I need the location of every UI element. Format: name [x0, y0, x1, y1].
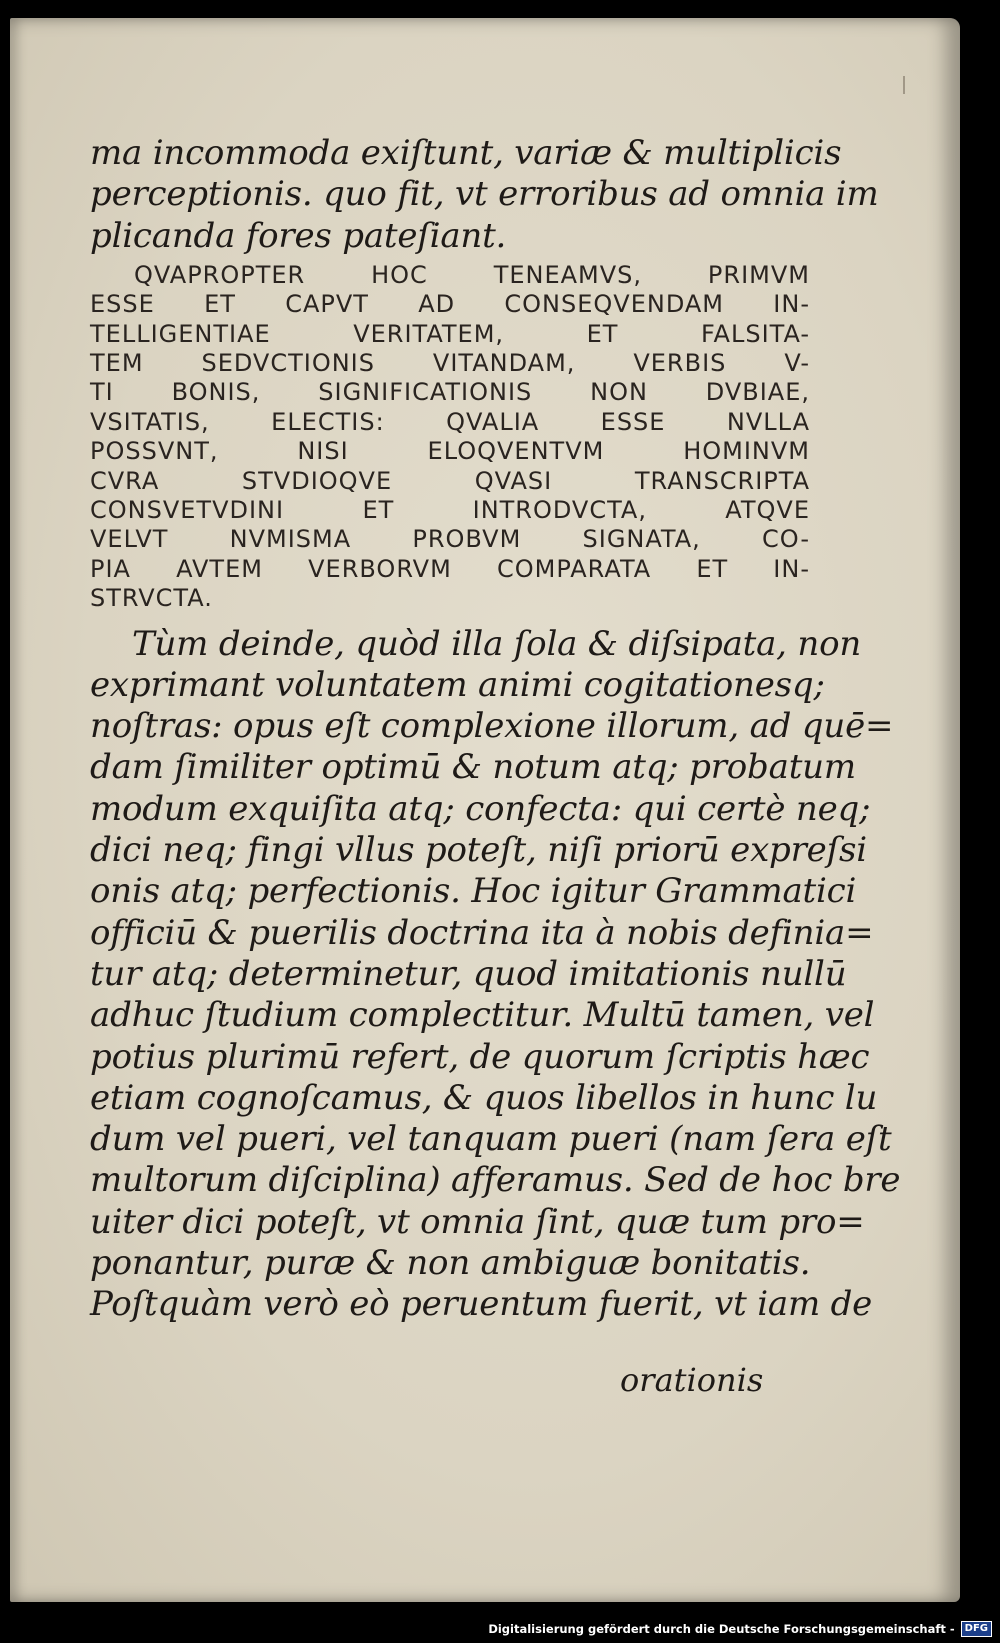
caps-line: STRVCTA. [90, 584, 213, 613]
text-line: dam ſimiliter optimū & notum atq; probatum [90, 747, 856, 788]
text-line: dum vel pueri, vel tanquam pueri (nam ſera eſt [90, 1119, 892, 1160]
text-line: tur atq; determinetur, quod imitationis nullū [90, 953, 847, 994]
text-line: onis atq; perfectionis. Hoc igitur Grammatici [90, 871, 857, 912]
funding-credit: Digitalisierung gefördert durch die Deutsche Forschungsgemeinschaft - [488, 1622, 955, 1636]
caps-line: VSITATIS, ELECTIS: QVALIA ESSE NVLLA [90, 407, 810, 436]
text-line: modum exquiſita atq; confecta: qui certè neq; [90, 788, 871, 829]
caps-line: VELVT NVMISMA PROBVM SIGNATA, CO- [90, 525, 810, 554]
capitals-passage [90, 261, 810, 614]
text-line: ma incommoda exiſtunt, variæ & multiplicis [90, 133, 842, 173]
text-line: dici neq; fingi vllus poteſt, niſi priorū expreſsi [90, 830, 867, 871]
page-text [90, 133, 901, 1326]
text-line: etiam cognoſcamus, & quos libellos in hunc lu [90, 1077, 878, 1118]
catchword: orationis [620, 1361, 764, 1399]
text-line: officiū & puerilis doctrina ita à nobis definia= [90, 912, 874, 953]
caps-line: POSSVNT, NISI ELOQVENTVM HOMINVM [90, 437, 810, 466]
caps-line: TI BONIS, SIGNIFICATIONIS NON DVBIAE, [90, 378, 810, 407]
text-line: noſtras: opus eſt complexione illorum, ad quē= [90, 706, 894, 747]
text-line: Tùm deinde, quòd illa ſola & diſsipata, non [132, 623, 862, 664]
caps-line: CVRA STVDIOQVE QVASI TRANSCRIPTA [90, 466, 810, 495]
paragraph-1 [90, 133, 879, 257]
caps-line: CONSVETVDINI ET INTRODVCTA, ATQVE [90, 496, 810, 525]
caps-line: TEM SEDVCTIONIS VITANDAM, VERBIS V- [90, 349, 810, 378]
text-line: ponantur, puræ & non ambiguæ bonitatis. [90, 1243, 811, 1284]
caps-line: PIA AVTEM VERBORVM COMPARATA ET IN- [90, 554, 810, 583]
text-line: exprimant voluntatem animi cogitationesq; [90, 664, 825, 705]
paragraph-2 [90, 623, 901, 1326]
book-page [10, 18, 960, 1602]
text-line: potius plurimū refert, de quorum ſcriptis hæc [90, 1036, 870, 1077]
text-line: Poſtquàm verò eò peruentum fuerit, vt iam de [90, 1284, 873, 1325]
caps-line: QVAPROPTER HOC TENEAMVS, PRIMVM [134, 260, 810, 289]
dfg-logo: DFG [961, 1621, 992, 1637]
caps-line: TELLIGENTIAE VERITATEM, ET FALSITA- [90, 319, 810, 348]
text-line: plicanda fores pateſiant. [90, 215, 507, 256]
text-line: perceptionis. quo fit, vt erroribus ad omnia im [90, 174, 879, 215]
caps-line: ESSE ET CAPVT AD CONSEQVENDAM IN- [90, 290, 810, 319]
funding-footer [488, 1618, 992, 1640]
text-line: multorum diſciplina) afferamus. Sed de hoc bre [90, 1160, 901, 1201]
text-line: adhuc ſtudium complectitur. Multū tamen, vel [90, 995, 875, 1036]
text-line: uiter dici poteſt, vt omnia ſint, quæ tum pro= [90, 1201, 865, 1242]
page-mark [903, 76, 905, 94]
